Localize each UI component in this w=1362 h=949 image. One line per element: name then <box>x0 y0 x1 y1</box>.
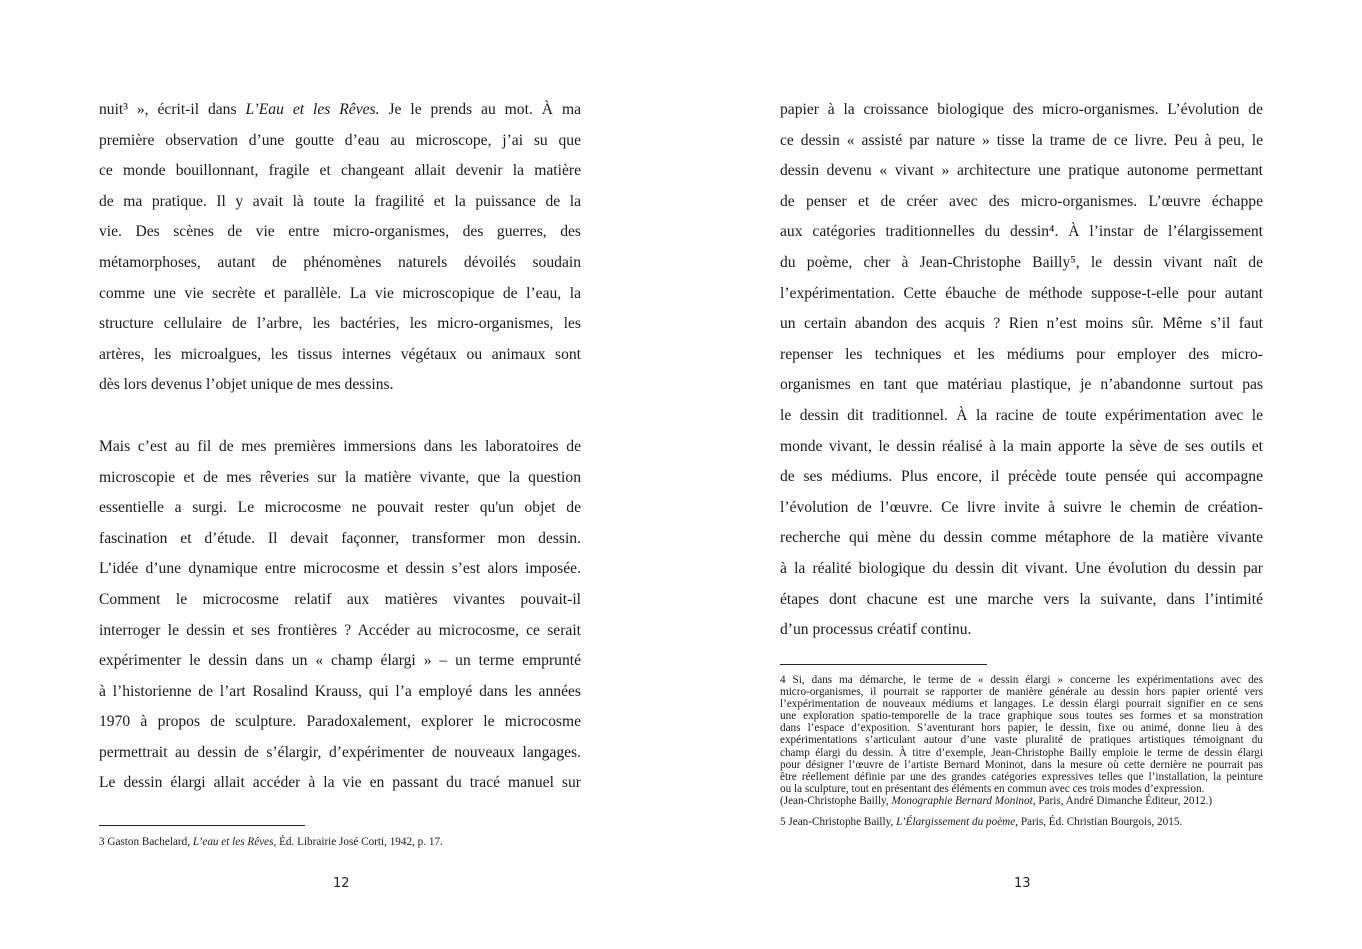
text-segment: 5 Jean-Christophe Bailly, <box>780 816 897 829</box>
text-line: Comment le microcosme relatif aux matières vivantes pouvait-il <box>99 590 581 608</box>
text-line: première observation d’une goutte d’eau au microscope, j’ai su que <box>99 131 581 149</box>
footnote-line: micro-organismes, il pourrait se rapporter de manière générale au dessin hors papier orienté vers <box>780 686 1263 699</box>
text-line: de ses médiums. Plus encore, il précède toute pensée qui accompagne <box>780 468 1263 486</box>
text-line: ce monde bouillonnant, fragile et changeant allait devenir la matière <box>99 162 581 180</box>
text-line: vie. Des scènes de vie entre micro-organismes, des guerres, des <box>99 223 581 241</box>
footnote-rule <box>99 825 305 826</box>
text-segment: Je le prends au mot. À ma <box>379 101 582 118</box>
text-line: microscopie et de mes rêveries sur la matière vivante, que la question <box>99 468 581 486</box>
footnote-line: expérimentations s’articulant autour d’une vaste pluralité de pratiques artistiques témoignant du <box>780 734 1263 747</box>
text-line: organismes en tant que matériau plastique, je n’abandonne surtout pas <box>780 376 1263 394</box>
text-line: d’un processus créatif continu. <box>780 621 972 639</box>
text-line: étapes dont chacune est une marche vers la suivante, dans l’intimité <box>780 590 1263 608</box>
text-segment: , Éd. Librairie José Corti, 1942, p. 17. <box>273 836 443 848</box>
footnote <box>99 836 581 848</box>
footnote <box>780 816 1263 828</box>
text-line: monde vivant, le dessin réalisé à la main apporte la sève de ses outils et <box>780 437 1263 455</box>
text-line <box>99 95 581 126</box>
text-line: à la réalité biologique du dessin dit vivant. Une évolution du dessin par <box>780 559 1263 577</box>
text-line: le dessin dit traditionnel. À la racine de toute expérimentation avec le <box>780 406 1263 424</box>
footnote-line: ou la sculpture, tout en présentant des éléments en commun avec ces trois modes d’expression. <box>780 782 1205 795</box>
text-segment: 3 Gaston Bachelard, <box>99 836 193 848</box>
page-number: 12 <box>333 876 350 891</box>
text-line: Mais c’est au fil de mes premières immersions dans les laboratoires de <box>99 437 581 455</box>
text-line: Le dessin élargi allait accéder à la vie en passant du tracé manuel sur <box>99 774 581 792</box>
footnote-line: pour désigner l’œuvre de l’artiste Bernard Moninot, dans la mesure où cette dernière ne pourrait pas <box>780 758 1263 771</box>
text-line: l’expérimentation. Cette ébauche de méthode suppose-t-elle pour autant <box>780 284 1263 302</box>
text-line: 1970 à propos de sculpture. Paradoxalement, explorer le microcosme <box>99 713 581 731</box>
footnote <box>780 674 1263 807</box>
text-line: l’évolution de l’œuvre. Ce livre invite à suivre le chemin de création- <box>780 498 1263 516</box>
italic-title: L’eau et les Rêves <box>192 836 274 848</box>
text-line: de ma pratique. Il y avait là toute la fragilité et la puissance de la <box>99 192 581 210</box>
footnote-line <box>780 816 1263 828</box>
italic-title: Monographie Bernard Moninot <box>891 794 1033 807</box>
text-segment: , Paris, André Dimanche Éditeur, 2012.) <box>1032 794 1213 807</box>
text-line: permettrait au dessin de s’élargir, d’expérimenter de nouveaux langages. <box>99 743 581 761</box>
left-footnotes <box>99 836 581 848</box>
paragraph-gap <box>99 401 581 432</box>
text-line: papier à la croissance biologique des micro-organismes. L’évolution de <box>780 101 1263 118</box>
text-line: repenser les techniques et les médiums pour employer des micro- <box>780 345 1263 363</box>
italic-title: L’Eau et les Rêves. <box>245 101 380 118</box>
text-line: de penser et de créer avec des micro-organismes. L’œuvre échappe <box>780 192 1263 210</box>
footnote-line <box>99 836 581 848</box>
text-line: essentielle a surgi. Le microcosme ne pouvait rester qu'un objet de <box>99 499 581 517</box>
text-line: à l’historienne de l’art Rosalind Krauss, qui l’a employé dans les années <box>99 682 581 700</box>
right-page <box>681 0 1362 949</box>
page-number: 13 <box>1014 876 1031 891</box>
text-segment: nuit³ », écrit-il dans <box>99 101 246 118</box>
text-segment: , Paris, Éd. Christian Bourgois, 2015. <box>1015 816 1183 829</box>
text-line: métamorphoses, autant de phénomènes naturels dévoilés soudain <box>99 253 581 271</box>
text-line: L’idée d’une dynamique entre microcosme et dessin s’est alors imposée. <box>99 560 581 578</box>
text-line: artères, les microalgues, les tissus internes végétaux ou animaux sont <box>99 345 581 363</box>
italic-title: L’Élargissement du poème <box>896 816 1016 829</box>
text-line: comme une vie secrète et parallèle. La vie microscopique de l’eau, la <box>99 284 581 302</box>
text-line: structure cellulaire de l’arbre, les bactéries, les micro-organismes, les <box>99 315 581 333</box>
text-line: un certain abandon des acquis ? Rien n’est moins sûr. Même s’il faut <box>780 315 1263 333</box>
footnote-line: une exploration spatio-temporelle de la trace graphique sous toutes ses formes et sa monstration <box>780 710 1263 723</box>
text-line: expérimenter le dessin dans un « champ élargi » – un terme emprunté <box>99 652 581 670</box>
footnote-line: l’expérimentation de nouveaux médiums et langages. Le dessin élargi pourrait signifier en ce sens <box>780 698 1263 711</box>
footnote-line: dans l’espace d’exposition. S’aventurant hors papier, le dessin, fixe ou animé, donne lieu à des <box>780 722 1263 735</box>
text-line: dès lors devenus l’objet unique de mes dessins. <box>99 376 394 394</box>
footnote-line: champ élargi du dessin. À titre d’exemple, Jean-Christophe Bailly emploie le terme de dessin élargi <box>780 746 1263 759</box>
left-body-text <box>99 95 581 799</box>
right-body-text <box>780 95 1263 646</box>
footnote-rule <box>780 664 987 665</box>
footnote-line: 4 Si, dans ma démarche, le terme de « dessin élargi » concerne les expérimentations avec des <box>780 674 1263 686</box>
footnote-line: être réellement définie par une des grandes catégories expressives telles que l’installation, la peinture <box>780 770 1263 783</box>
right-footnotes <box>780 674 1263 828</box>
text-line: ce dessin « assisté par nature » tisse la trame de ce livre. Peu à peu, le <box>780 131 1263 149</box>
text-segment: (Jean-Christophe Bailly, <box>780 794 892 807</box>
text-line: fascination et d’étude. Il devait façonner, transformer mon dessin. <box>99 529 581 547</box>
text-line: aux catégories traditionnelles du dessin⁴. À l’instar de l’élargissement <box>780 223 1263 241</box>
text-line: dessin devenu « vivant » architecture une pratique autonome permettant <box>780 162 1263 180</box>
text-line: recherche qui mène du dessin comme métaphore de la matière vivante <box>780 529 1263 547</box>
text-line: du poème, cher à Jean-Christophe Bailly⁵, le dessin vivant naît de <box>780 253 1263 271</box>
text-line: interroger le dessin et ses frontières ? Accéder au microcosme, ce serait <box>99 621 581 639</box>
footnote-line <box>780 795 1263 807</box>
